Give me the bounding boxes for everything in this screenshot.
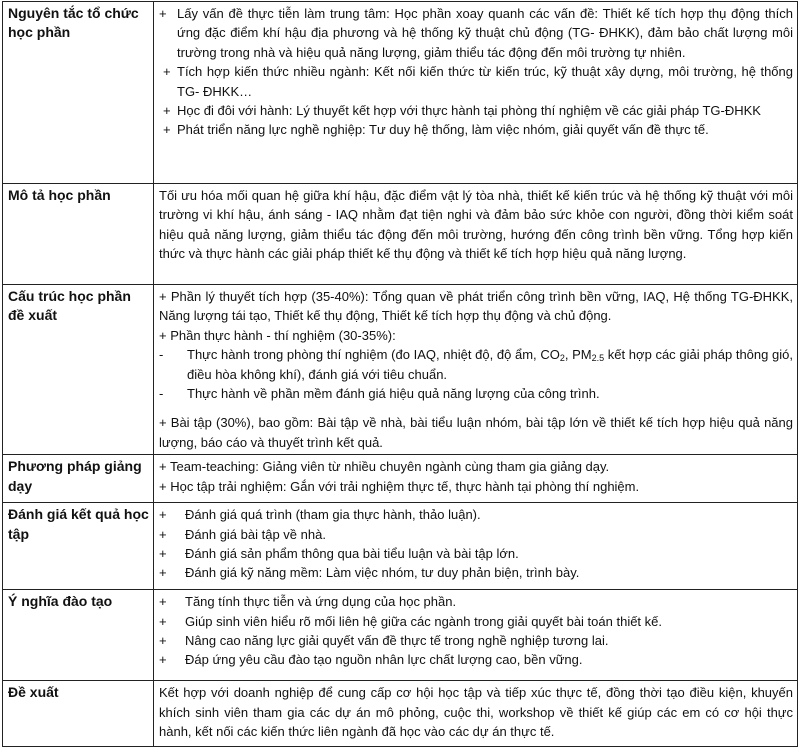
table-row xyxy=(3,455,798,503)
list-item-text: Lấy vấn đề thực tiễn làm trung tâm: Học phần xoay quanh các vấn đề: Thiết kế tích hợp thụ động thích ứng đặc điểm khí hậu địa phương và hệ thống kỹ thuật chủ động (TG- ĐHKK), đảm bảo chất lượng môi trường trong nhà và hiệu quả năng lượng, giảm thiểu tác động đến môi trường tự nhiên. xyxy=(177,6,793,60)
row-label: Đề xuất xyxy=(3,681,154,747)
row-content xyxy=(154,2,798,184)
dash-marker: - xyxy=(159,386,164,402)
list-item: + Học tập trải nghiệm: Gắn với trải nghiệm thực tế, thực hành tại phòng thí nghiệm. xyxy=(159,478,640,494)
table-row xyxy=(3,285,798,455)
list-item-text: Nâng cao năng lực giải quyết vấn đề thực tế trong nghề nghiệp tương lai. xyxy=(185,633,609,649)
table-row xyxy=(3,2,798,184)
list-item xyxy=(159,563,793,582)
subscript: 2.5 xyxy=(591,353,605,364)
proposal-text: Kết hợp với doanh nghiệp để cung cấp cơ hội học tập và tiếp xúc thực tế, đồng thời tạo điều kiện, khuyến khích sinh viên tham gia các dự án mô phỏng, cuộc thi, workshop về thiết kế giúp các em có cơ hội thực hành, kết nối các kiến thức liên ngành đã học vào các dự án thực tế. xyxy=(159,685,793,740)
list-item xyxy=(159,612,793,631)
text-fragment: , PM xyxy=(564,347,592,363)
practice-part-text: + Phần thực hành - thí nghiệm (30-35%): xyxy=(159,327,396,343)
row-content xyxy=(154,455,798,503)
row-label: Nguyên tắc tổ chức học phần xyxy=(3,2,154,184)
list-item-text: Phát triển năng lực nghề nghiệp: Tư duy hệ thống, làm việc nhóm, giải quyết vấn đề thực tế. xyxy=(177,122,709,138)
list-item xyxy=(159,62,793,101)
list-item xyxy=(159,384,793,403)
list-item xyxy=(159,345,793,384)
list-item-text: Tích hợp kiến thức nhiều ngành: Kết nối kiến thức từ kiến trúc, kỹ thuật xây dựng, môi trường, hệ thống TG- ĐHKK… xyxy=(177,64,793,99)
description-text: Tối ưu hóa mối quan hệ giữa khí hậu, đặc điểm vật lý tòa nhà, thiết kế kiến trúc và hệ thống kỹ thuật với môi trường vi khí hậu, ánh sáng - IAQ nhằm đạt tiện nghi và đảm bảo sức khỏe con người, đồng thời kiểm soát hiệu quả năng lượng, giảm thiểu tác động đến môi trường, hướng đến công trình bền vững. Tổng hợp kiến thức và thực hành các giải pháp thiết kế thụ động và thiết kế tích hợp hiệu quả năng lượng. xyxy=(159,188,793,262)
bullet-marker: + xyxy=(159,613,167,629)
row-label: Ý nghĩa đào tạo xyxy=(3,590,154,681)
course-table xyxy=(2,1,798,747)
table-row xyxy=(3,503,798,590)
list-item xyxy=(159,650,793,669)
list-item-text: Thực hành về phần mềm đánh giá hiệu quả năng lượng của công trình. xyxy=(187,386,600,402)
row-label: Phương pháp giảng dạy xyxy=(3,455,154,503)
theory-part-text: + Phần lý thuyết tích hợp (35-40%): Tổng quan về phát triển công trình bền vững, IAQ, Hệ thống TG-ĐHKK, Năng lượng tái tạo, Thiết kế thụ động, Thiết kế tích hợp thụ động và chủ động. xyxy=(159,289,793,324)
row-content xyxy=(154,184,798,285)
list-item-text: Đánh giá kỹ năng mềm: Làm việc nhóm, tư duy phản biện, trình bày. xyxy=(185,565,580,581)
row-label: Mô tả học phần xyxy=(3,184,154,285)
row-content xyxy=(154,503,798,590)
list-item xyxy=(159,101,793,120)
list-item-text: Đánh giá quá trình (tham gia thực hành, thảo luận). xyxy=(185,507,481,523)
bullet-marker: + xyxy=(159,6,167,21)
list-item-text: Tăng tính thực tiễn và ứng dụng của học phần. xyxy=(185,594,457,610)
list-item-text: Đánh giá bài tập về nhà. xyxy=(185,526,326,542)
list-item xyxy=(159,505,793,524)
list-item xyxy=(159,120,793,139)
text-fragment: Thực hành trong phòng thí nghiệm (đo IAQ, nhiệt độ, độ ẩm, CO xyxy=(187,347,560,363)
row-content xyxy=(154,681,798,747)
table-row xyxy=(3,681,798,747)
list-item xyxy=(159,525,793,544)
row-content xyxy=(154,285,798,455)
list-item-text: Giúp sinh viên hiểu rõ mối liên hệ giữa các ngành trong giải quyết bài toán thiết kế. xyxy=(185,613,663,629)
bullet-marker: + xyxy=(159,633,167,649)
bullet-marker: + xyxy=(159,652,167,668)
dash-marker: - xyxy=(159,347,164,363)
list-item-text: Đánh giá sản phẩm thông qua bài tiểu luận và bài tập lớn. xyxy=(185,546,519,562)
table-row xyxy=(3,184,798,285)
list-item-text: Đáp ứng yêu cầu đào tạo nguồn nhân lực chất lượng cao, bền vững. xyxy=(185,652,583,668)
list-item-text xyxy=(187,345,793,384)
bullet-marker: + xyxy=(163,64,171,80)
row-label: Đánh giá kết quả học tập xyxy=(3,503,154,590)
list-item-text: Học đi đôi với hành: Lý thuyết kết hợp với thực hành tại phòng thí nghiệm về các giải pháp TG-ĐHKK xyxy=(177,103,761,119)
list-item xyxy=(159,592,793,611)
text-fragment: kết hợp các giải pháp thông gió, điều hòa không khí), đánh giá với tiêu chuẩn. xyxy=(187,347,793,382)
bullet-marker: + xyxy=(163,122,171,138)
table-row xyxy=(3,590,798,681)
row-label: Cấu trúc học phần đề xuất xyxy=(3,285,154,455)
list-item xyxy=(159,544,793,563)
list-item xyxy=(159,4,793,62)
bullet-marker: + xyxy=(159,565,167,581)
bullet-marker: + xyxy=(163,103,171,119)
row-content xyxy=(154,590,798,681)
exercise-part-text: + Bài tập (30%), bao gồm: Bài tập về nhà, bài tiểu luận nhóm, bài tập lớn về thiết kế tích hợp hiệu quả năng lượng, báo cáo và thuyết trình kết quả. xyxy=(159,415,793,450)
subscript: 2 xyxy=(559,353,565,364)
bullet-marker: + xyxy=(159,526,167,542)
bullet-marker: + xyxy=(159,507,167,523)
list-item: + Team-teaching: Giảng viên từ nhiều chuyên ngành cùng tham gia giảng dạy. xyxy=(159,459,610,475)
bullet-marker: + xyxy=(159,546,167,562)
bullet-marker: + xyxy=(159,594,167,610)
list-item xyxy=(159,631,793,650)
